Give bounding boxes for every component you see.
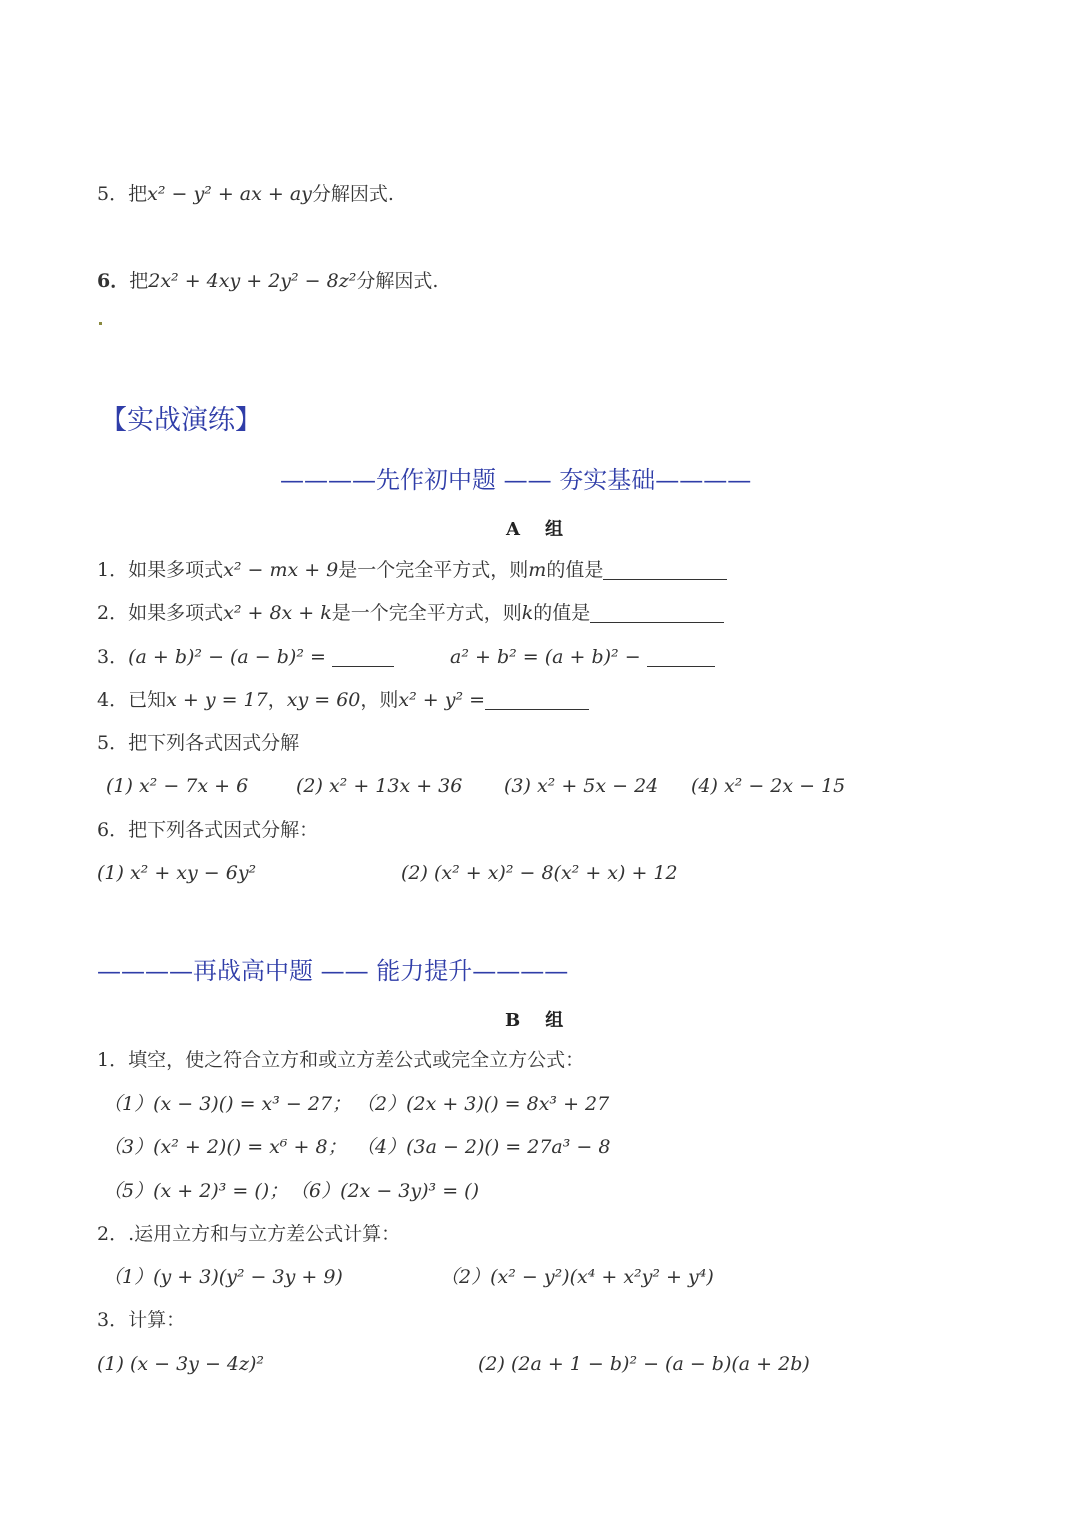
answer-blank[interactable]	[647, 646, 715, 667]
math-expression: (a + b)² − (a − b)² =	[128, 646, 326, 668]
math-expression: a² + b² = (a + b)² −	[450, 646, 641, 668]
a-q5-item-1: (1) x² − 7x + 6	[106, 775, 249, 797]
b-q2-item-1: （1）(y + 3)(y² − 3y + 9)	[103, 1266, 343, 1288]
problem-number: 5．	[97, 183, 129, 205]
a-question-1	[97, 558, 727, 582]
problem-number: 6．	[97, 270, 130, 292]
question-text: 把下列各式因式分解	[128, 732, 300, 754]
answer-blank[interactable]	[603, 559, 727, 580]
question-text: 的值是	[533, 602, 591, 624]
b-q1-item-1: （1）(x − 3)() = x³ − 27；	[103, 1093, 352, 1115]
question-number: 2．	[97, 1223, 129, 1245]
question-number: 4．	[97, 689, 129, 711]
question-text: 的值是	[546, 559, 604, 581]
question-text: 是一个完全平方式，则	[331, 602, 522, 624]
question-text: 计算：	[128, 1309, 186, 1331]
question-text: 如果多项式	[128, 602, 224, 624]
question-number: 1．	[97, 559, 129, 581]
math-expression: x² − y² + ax + ay	[147, 183, 312, 205]
math-expression: x² + 8x + k	[223, 602, 332, 624]
question-number: 1．	[97, 1049, 129, 1071]
problem-text: 分解因式.	[356, 270, 439, 292]
a-question-5	[97, 731, 299, 755]
b-q2-item-2: （2）(x² − y²)(x⁴ + x²y² + y⁴)	[440, 1266, 714, 1288]
b-question-1	[97, 1048, 584, 1072]
question-text: .运用立方和与立方差公式计算：	[128, 1223, 401, 1245]
a-q5-item-4: (4) x² − 2x − 15	[691, 775, 846, 797]
part2-header: ————再战高中题 —— 能力提升————	[97, 957, 569, 985]
question-number: 3．	[97, 646, 129, 668]
b-q3-item-2: (2) (2a + 1 − b)² − (a − b)(a + 2b)	[478, 1353, 810, 1375]
a-question-6	[97, 818, 318, 842]
group-b-label: B 组	[505, 1010, 564, 1031]
question-number: 3．	[97, 1309, 129, 1331]
question-text: 如果多项式	[128, 559, 224, 581]
stray-mark	[99, 322, 102, 325]
answer-blank[interactable]	[332, 646, 394, 667]
problem-text: 把	[128, 183, 148, 205]
a-q5-item-2: (2) x² + 13x + 36	[296, 775, 463, 797]
question-text: 已知	[128, 689, 167, 711]
question-text: 是一个完全平方式，则	[338, 559, 529, 581]
problem-text: 把	[129, 270, 149, 292]
math-variable: m	[528, 559, 547, 581]
b-q1-item-6: （6）(2x − 3y)³ = ()	[290, 1180, 479, 1202]
a-question-3	[97, 645, 394, 669]
question-number: 6．	[97, 819, 129, 841]
b-q1-item-3: （3）(x² + 2)() = x⁶ + 8；	[103, 1136, 347, 1158]
a-question-2	[97, 601, 724, 625]
b-question-2	[97, 1222, 400, 1246]
problem-5	[97, 182, 394, 206]
question-text: ，	[267, 689, 287, 711]
math-variable: k	[521, 602, 534, 624]
b-question-3	[97, 1308, 185, 1332]
question-text: 把下列各式因式分解：	[128, 819, 319, 841]
math-expression: x² − mx + 9	[223, 559, 339, 581]
problem-6	[97, 269, 438, 293]
a-q6-item-2: (2) (x² + x)² − 8(x² + x) + 12	[401, 862, 678, 884]
question-text: 填空，使之符合立方和或立方差公式或完全立方公式：	[128, 1049, 585, 1071]
b-q1-item-4: （4）(3a − 2)() = 27a³ − 8	[356, 1136, 611, 1158]
group-a-label: A 组	[506, 519, 564, 540]
math-expression: x² + y² =	[398, 689, 486, 711]
answer-blank[interactable]	[485, 689, 589, 710]
b-q1-item-5: （5）(x + 2)³ = ()；	[103, 1180, 289, 1202]
a-q5-item-3: (3) x² + 5x − 24	[504, 775, 659, 797]
b-q3-item-1: (1) (x − 3y − 4z)²	[97, 1353, 265, 1375]
question-number: 2．	[97, 602, 129, 624]
question-text: ，则	[360, 689, 399, 711]
section-title: 【实战演练】	[100, 405, 262, 436]
a-q6-item-1: (1) x² + xy − 6y²	[97, 862, 257, 884]
answer-blank[interactable]	[590, 602, 724, 623]
a-question-3b	[450, 645, 715, 669]
part1-header: ————先作初中题 —— 夯实基础————	[280, 466, 752, 494]
math-expression: xy = 60	[286, 689, 361, 711]
a-question-4	[97, 688, 589, 712]
math-expression: 2x² + 4xy + 2y² − 8z²	[148, 270, 357, 292]
problem-text: 分解因式.	[311, 183, 394, 205]
b-q1-item-2: （2）(2x + 3)() = 8x³ + 27	[356, 1093, 610, 1115]
math-expression: x + y = 17	[166, 689, 268, 711]
question-number: 5．	[97, 732, 129, 754]
